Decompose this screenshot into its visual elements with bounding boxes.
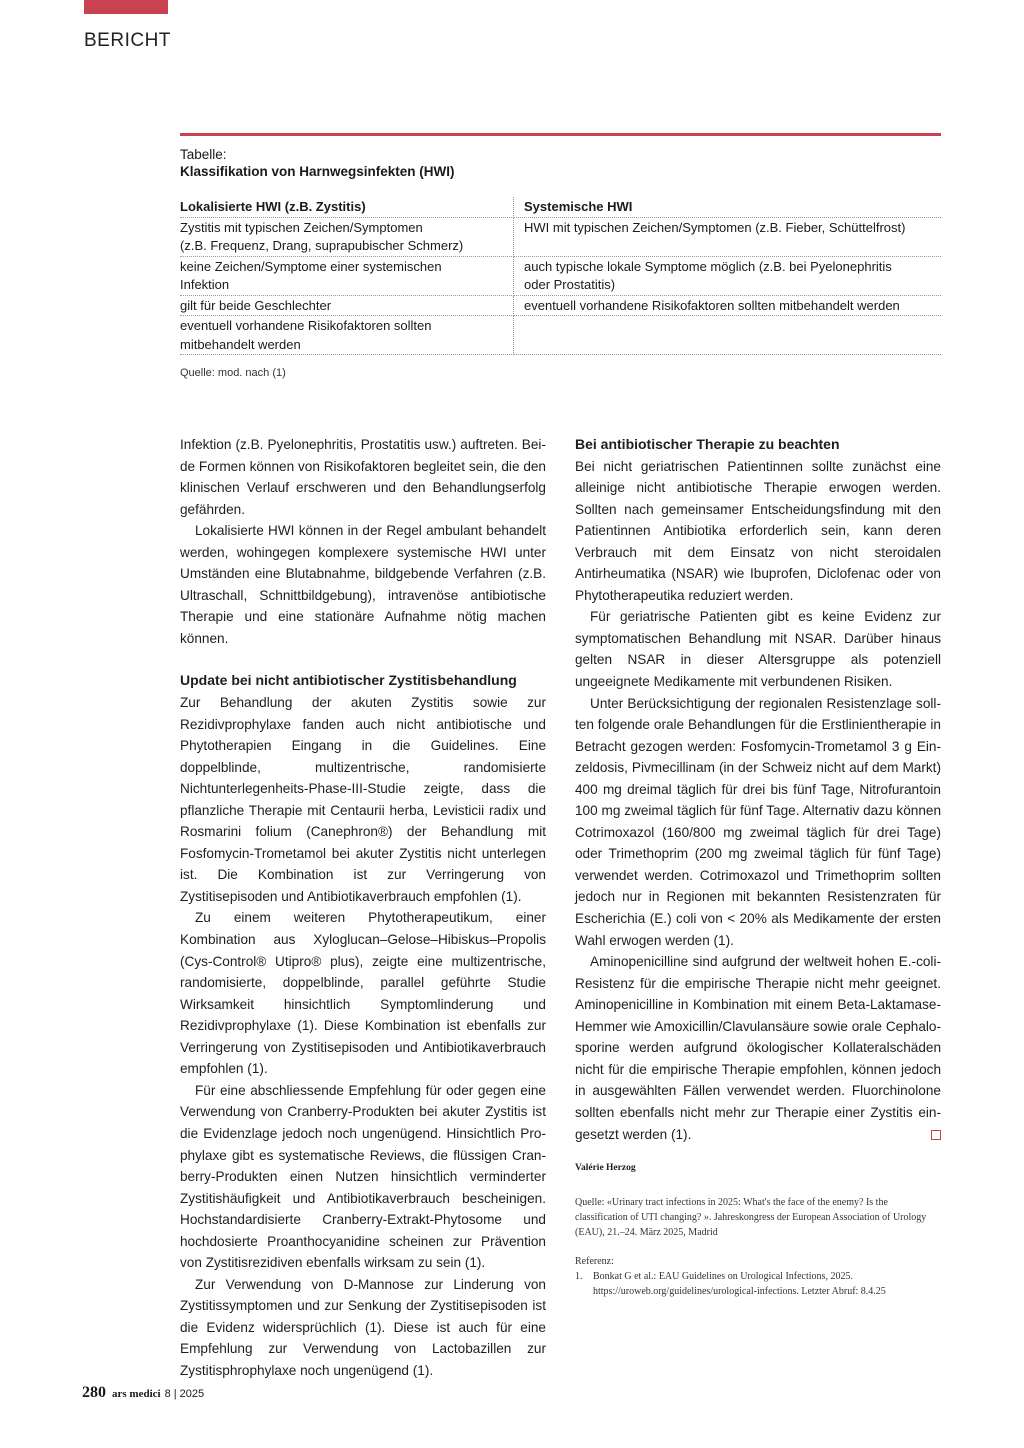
author-name: Valérie Herzog: [575, 1163, 636, 1174]
table-header-row: [180, 197, 941, 217]
reference-label: Referenz:: [575, 1256, 614, 1268]
table-top-rule: [180, 133, 941, 136]
classification-table-box: [180, 133, 941, 379]
table-cell-localized: gilt für beide Geschlechter: [180, 295, 514, 316]
paragraph: Zu einem weiteren Phytotherapeutikum, einer Kombination aus Xyloglucan–Gelose–Hibiskus–Propolis (Cys-Control® Utipro® plus), zeigte eine multizentrische, randomisierte, doppelblinde, parallel geführte Studie Wirksamkeit hinsichtlich Symptomlinderung und Rezidivprophylaxe (1). Diese Kombination ist ebenfalls zur Verringerung von Zystitisepisoden und Antibiotikaverbrauch empfohlen (1).: [180, 910, 546, 1077]
table-cell-systemic: eventuell vorhandene Risikofaktoren sollten mitbehandelt werden: [514, 295, 942, 316]
paragraph: Zur Behandlung der akuten Zystitis sowie zur Rezidivprophylaxe fanden auch nicht antibiotische und Phytotherapien Eingang in die Guidelines. Eine doppelblinde, multizentrische, randomisierte Nichtunterlegenheits-Phase-III-Studie zeigte, dass die pflanzliche Therapie mit Centaurii herba, Levisticii radix und Rosmarini folium (Canephron®) der Behandlung mit Fosfomycin-Trometamol bei akuter Zystitis nicht unterlegen ist. Die Kombination ist zur Verringerung von Zystitisepisoden und Antibiotikaverbrauch empfohlen (1).: [180, 695, 546, 904]
magazine-name: ars medici: [112, 1388, 161, 1400]
paragraph: Für eine abschliessende Empfehlung für oder gegen eine Verwendung von Cranberry-Produkten bei akuter Zystitis ist die Evidenzlage jedoch noch ungenügend. Hinsichtlich Prophylaxe gibt es systematische Reviews, die flüssigen Cranberry-Produkten einen Nutzen hinsichtlich verminderter Zystitishäufigkeit und Antibiotikaverbrauch bescheinigen. Hochstandardisierte Cranberry-Extrakt-Phytosome und hochdosierte Proanthocyanidine scheinen zur Prävention von Zystitisrezidiven ebenfalls wirksam zu sein (1).: [180, 1082, 546, 1271]
table-cell-systemic: [514, 316, 942, 355]
table-row: [180, 256, 941, 295]
issue-number: 8 | 2025: [164, 1388, 205, 1400]
classification-table: [180, 197, 941, 355]
reference-item: [575, 1269, 941, 1299]
end-of-article-icon: [931, 1130, 941, 1140]
section-heading: Bei antibiotischer Therapie zu beachten: [575, 436, 840, 452]
table-cell-systemic: auch typische lokale Symptome möglich (z.B. bei Pyelonephritis oder Prostatitis): [514, 256, 942, 295]
table-cell-localized: Zystitis mit typischen Zeichen/Symptomen (z.B. Frequenz, Drang, suprapubischer Schmerz): [180, 217, 514, 256]
page-footer: [82, 1384, 204, 1402]
article-column-right: [575, 434, 941, 1299]
reference-number: 1.: [575, 1271, 583, 1283]
paragraph: Unter Berücksichtigung der regionalen Resistenzlage sollten folgende orale Behandlungen für die Erstlinientherapie in Betracht gezogen werden: Fosfomycin-Trometamol 3 g Einzeldosis, Pivmecillinam (in der Schweiz nicht auf dem Markt) 400 mg dreimal täglich für drei bis fünf Tage, Nitrofurantoin 100 mg zweimal täglich für fünf Tage. Alternativ dazu können Cotrimoxazol (160/800 mg zweimal täglich für drei Tage) oder Trimethoprim (200 mg zweimal täglich für fünf Tage) verwendet werden. Cotrimoxazol und Trimethoprim sollten jedoch nur in Regionen mit bekannten Resistenzraten für Escherichia (E.) coli von < 20% als Medikamente der ersten Wahl erwogen werden (1).: [575, 695, 941, 948]
reference-text: Bonkat G et al.: EAU Guidelines on Urological Infections, 2025. https://uroweb.org/guidelines/urological-infections. Letzter Abruf: 8.4.25: [593, 1271, 886, 1298]
table-header-systemic: Systemische HWI: [514, 197, 942, 217]
paragraph-text: Aminopenicilline sind aufgrund der weltweit hohen E.-coli-Resistenz für die empirische Therapie nicht mehr geeignet. Aminopenicilline in Kombination mit einem Beta-Laktamase-Hemmer wie Amoxicillin/Clavulansäure sowie orale Cephalosporine werden aufgrund ökologischer Kollateralschäden nicht für die empirische Therapie empfohlen, können jedoch in ausgewählten Fällen verwendet werden. Fluorchinolone sollten ebenfalls nicht mehr zur Therapie einer Zystitis eingesetzt werden (1).: [575, 954, 941, 1142]
table-row: [180, 316, 941, 355]
paragraph: Für geriatrische Patienten gibt es keine Evidenz zur symptomatischen Behandlung mit NSAR. Darüber hinaus gelten NSAR in dieser Altersgruppe als potenziell ungeeignete Medikamente mit verbundenen Risiken.: [575, 609, 941, 690]
table-title: Klassifikation von Harnwegsinfekten (HWI): [180, 164, 455, 179]
page-number: 280: [82, 1384, 106, 1401]
table-source: Quelle: mod. nach (1): [180, 367, 286, 379]
paragraph: Bei nicht geriatrischen Patientinnen sollte zunächst eine alleinige nicht antibiotische Therapie erwogen werden. Sollten nach gemeinsamer Entscheidungsfindung mit den Patientinnen Antibiotika erforderlich sein, kann deren Verbrauch mit dem Einsatz von nicht steroidalen Antirheumatika (NSAR) wie Ibuprofen, Diclofenac oder von Phytotherapeutika reduziert werden.: [575, 458, 941, 603]
paragraph: Infektion (z.B. Pyelonephritis, Prostatitis usw.) auftreten. Beide Formen können von Risikofaktoren begleitet sein, die den klinischen Verlauf erschweren und den Behandlungserfolg gefährden.: [180, 437, 546, 517]
reference-section: [575, 1254, 941, 1299]
article-column-left: [180, 434, 546, 1382]
table-header-localized: Lokalisierte HWI (z.B. Zystitis): [180, 197, 514, 217]
table-row: [180, 217, 941, 256]
table-cell-localized: keine Zeichen/Symptome einer systemischen Infektion: [180, 256, 514, 295]
table-label: Tabelle:: [180, 147, 227, 162]
header-accent-bar: [84, 0, 168, 14]
paragraph: Lokalisierte HWI können in der Regel ambulant behandelt werden, wohingegen komplexere systemische HWI unter Umständen eine Blutabnahme, bildgebende Verfahren (z.B. Ultraschall, Schnittbildgebung), intravenöse antibiotische Therapie und eine stationäre Aufnahme nötig machen können.: [180, 523, 546, 646]
paragraph-final: [575, 951, 941, 1145]
paragraph: Zur Verwendung von D-Mannose zur Linderung von Zystitissymptomen und zur Senkung der Zystitisepisoden ist die Evidenz widersprüchlich (1). Diese ist auch für eine Empfehlung zur Verwendung von Lactobazillen zur Zystitisphrophylaxe noch ungenügend (1).: [180, 1276, 546, 1378]
table-cell-localized: eventuell vorhandene Risikofaktoren sollten mitbehandelt werden: [180, 316, 514, 355]
table-cell-systemic: HWI mit typischen Zeichen/Symptomen (z.B. Fieber, Schüttelfrost): [514, 217, 942, 256]
table-row: [180, 295, 941, 316]
section-label: BERICHT: [84, 30, 171, 51]
source-note: Quelle: «Urinary tract infections in 2025: What's the face of the enemy? Is the classification of UTI changing? ». Jahreskongress der European Association of Urology (EAU), 21.–24. März 2025, Madrid: [575, 1197, 927, 1239]
section-heading: Update bei nicht antibiotischer Zystitisbehandlung: [180, 672, 517, 689]
